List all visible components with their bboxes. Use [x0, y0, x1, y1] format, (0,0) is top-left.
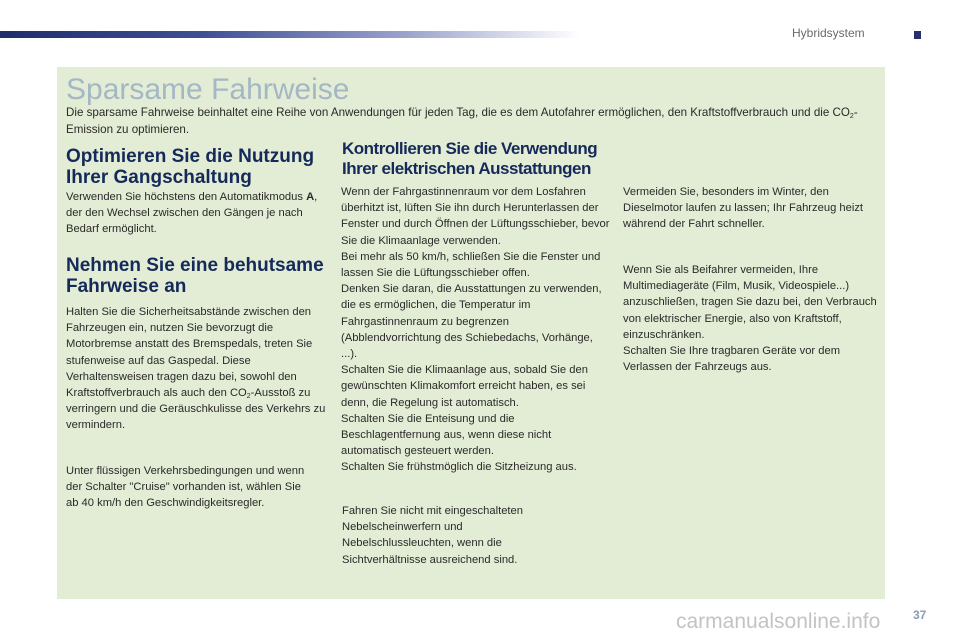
gear-usage-text — [66, 189, 328, 238]
careful-driving-text-end: -Ausstoß zu verringern und die Geräuschkulisse des Verkehrs zu vermindern. — [66, 387, 326, 432]
air-conditioning-paragraph: Schalten Sie die Klimaanlage aus, sobald Sie den gewünschten Klimakomfort erreicht haben, es sei denn, die Regelung ist automatisch. — [341, 364, 588, 409]
careful-driving-text-start: Halten Sie die Sicherheitsabstände zwischen den Fahrzeugen ein, nutzen Sie bevorzugt die Motorbremse anstatt des Bremspedals, treten Sie stufenweise auf das Gaspedal. Diese Verhaltensweisen tragen dazu bei, sowohl den Kraftstoffverbrauch als auch den CO — [66, 306, 313, 400]
passenger-devices-text — [623, 262, 879, 375]
automatic-mode-letter: A — [306, 191, 315, 203]
heading-careful-driving: Nehmen Sie eine behutsame Fahrweise an — [66, 255, 324, 297]
cruise-control-text: Unter flüssigen Verkehrsbedingungen und wenn der Schalter "Cruise" vorhanden ist, wählen Sie ab 40 km/h den Geschwindigkeitsregler. — [66, 465, 305, 510]
fog-lights-text: Fahren Sie nicht mit eingeschalteten Nebelscheinwerfern und Nebelschlussleuchten, wenn die Sichtverhältnisse ausreichend sind. — [342, 505, 523, 566]
page-title: Sparsame Fahrweise — [66, 73, 350, 106]
temperature-paragraph: Denken Sie daran, die Ausstattungen zu verwenden, die es ermöglichen, die Temperatur im Fahrgastinnenraum zu begrenzen (Abblendvorrichtung des Schiebedachs, Vorhänge, ...). — [341, 283, 602, 361]
gear-usage-text-end: , der den Wechsel zwischen den Gängen je nach Bedarf ermöglicht. — [66, 191, 318, 236]
intro-text-start: Die sparsame Fahrweise beinhaltet eine Reihe von Anwendungen für jeden Tag, die es dem Autofahrer ermöglichen, den Kraftstoffverbrauch und die CO — [66, 106, 850, 119]
gear-usage-text-start: Verwenden Sie höchstens den Automatikmodus — [66, 191, 307, 203]
ventilation-paragraph: Wenn der Fahrgastinnenraum vor dem Losfahren überhitzt ist, lüften Sie ihn durch Herunterlassen der Fenster und durch Öffnen der Lüftungsschieber, bevor Sie die Klimaanlage verwenden. — [341, 186, 610, 247]
section-marker-square — [914, 31, 921, 39]
watermark-logo: carmanualsonline.info — [676, 610, 881, 633]
windows-paragraph: Bei mehr als 50 km/h, schließen Sie die Fenster und lassen Sie die Lüftungsschieber offen. — [341, 250, 601, 280]
seat-heating-paragraph: Schalten Sie frühstmöglich die Sitzheizung aus. — [341, 461, 577, 474]
careful-driving-subscript: 2 — [246, 393, 251, 401]
portable-devices-paragraph: Schalten Sie Ihre tragbaren Geräte vor dem Verlassen der Fahrzeugs aus. — [623, 345, 841, 374]
heading-gear-usage: Optimieren Sie die Nutzung Ihrer Gangschaltung — [66, 146, 315, 188]
heading-electrical-equipment: Kontrollieren Sie die Verwendung Ihrer elektrischen Ausstattungen — [342, 139, 598, 178]
diesel-idle-text: Vermeiden Sie, besonders im Winter, den Dieselmotor laufen zu lassen; Ihr Fahrzeug heizt während der Fahrt schneller. — [623, 186, 864, 231]
section-label: Hybridsystem — [792, 26, 865, 40]
careful-driving-text — [66, 304, 328, 434]
defrost-paragraph: Schalten Sie die Enteisung und die Beschlagentfernung aus, wenn diese nicht automatisch gesteuert werden. — [341, 412, 552, 458]
intro-text — [66, 104, 878, 138]
electrical-equipment-text — [341, 184, 611, 476]
intro-text-end: -Emission zu optimieren. — [66, 106, 858, 136]
header-gradient-bar — [0, 31, 580, 38]
page-number: 37 — [913, 608, 927, 622]
intro-subscript: 2 — [849, 113, 854, 120]
multimedia-paragraph: Wenn Sie als Beifahrer vermeiden, Ihre Multimediageräte (Film, Musik, Videospiele...) anzuschließen, tragen Sie dazu bei, den Verbrauch von elektrischer Energie, also von Kraftstoff, einzuschränken. — [623, 264, 877, 341]
